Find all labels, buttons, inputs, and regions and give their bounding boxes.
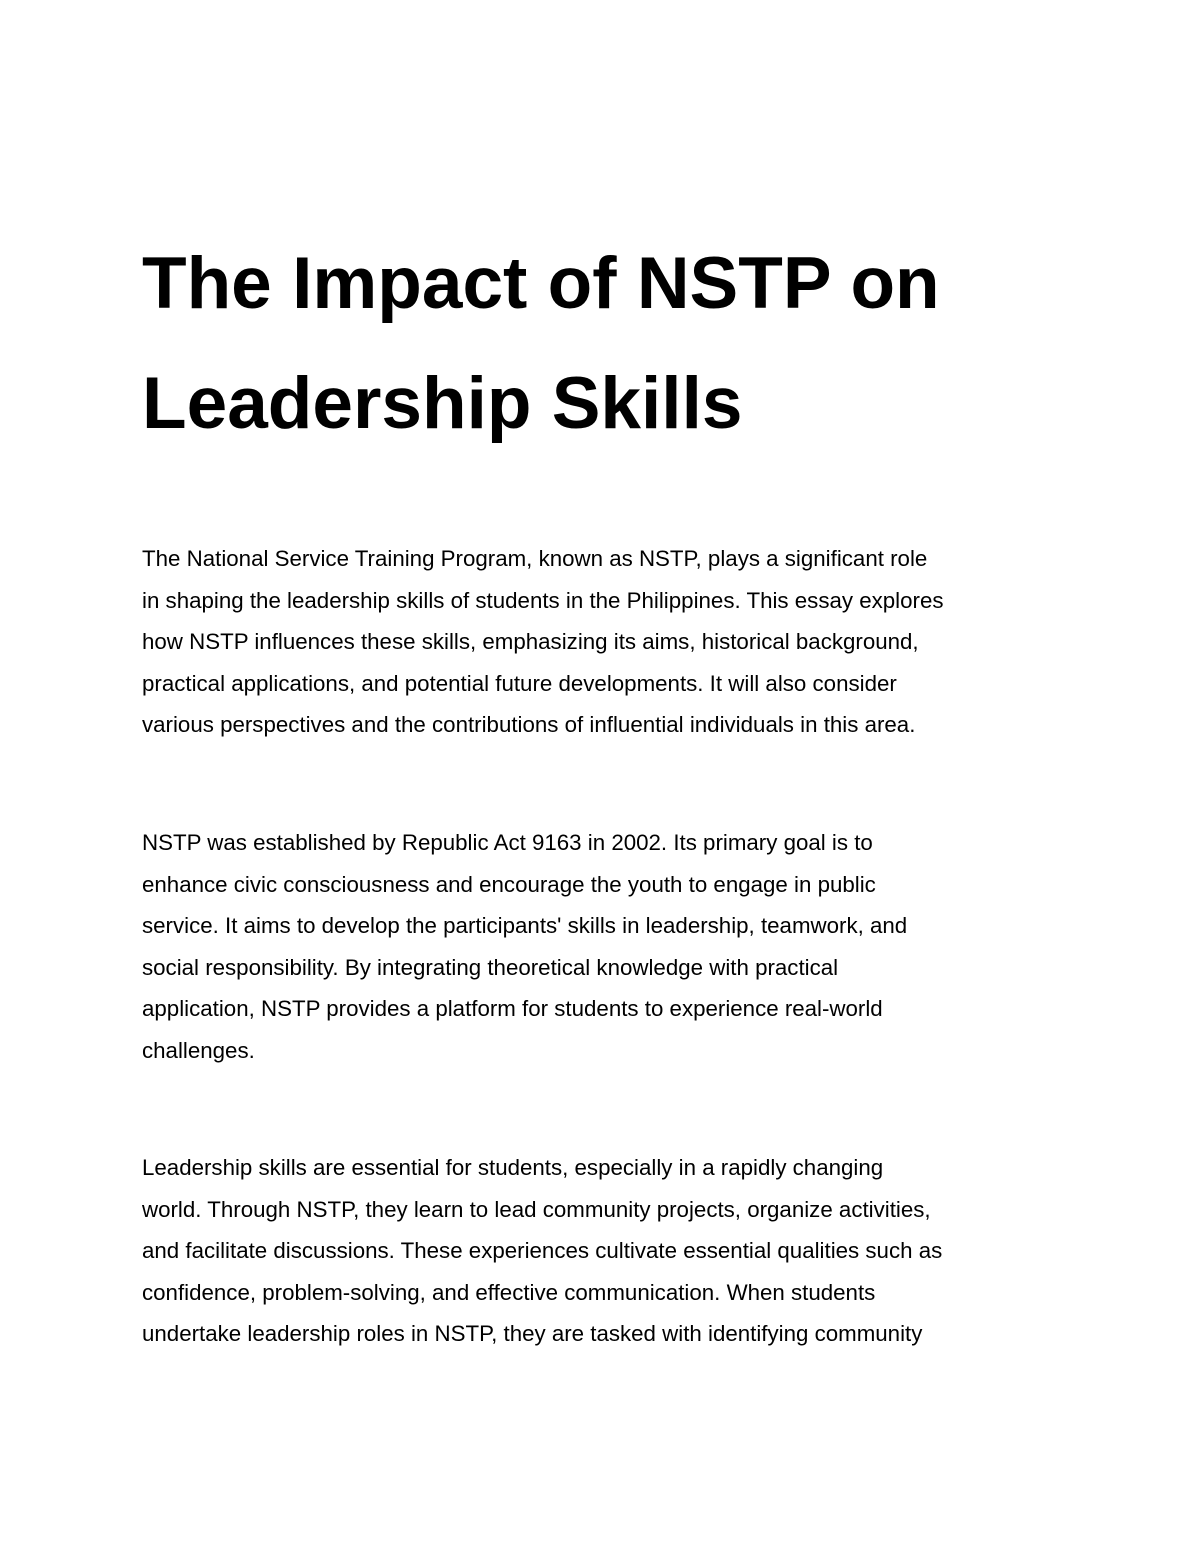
- title-line: The Impact of NSTP on: [142, 243, 940, 324]
- text-line: challenges.: [142, 1037, 255, 1063]
- text-line: undertake leadership roles in NSTP, they are tasked with identifying community: [142, 1321, 923, 1347]
- text-line: enhance civic consciousness and encourage the youth to engage in public: [142, 871, 876, 897]
- text-line: Leadership skills are essential for students, especially in a rapidly changing: [142, 1155, 884, 1180]
- title-line: Leadership Skills: [142, 363, 743, 444]
- text-line: application, NSTP provides a platform for students to experience real-world: [142, 996, 883, 1022]
- text-line: social responsibility. By integrating theoretical knowledge with practical: [142, 954, 839, 980]
- text-line: The National Service Training Program, known as NSTP, plays a significant role: [142, 546, 928, 571]
- text-line: world. Through NSTP, they learn to lead community projects, organize activities,: [142, 1196, 931, 1222]
- text-line: practical applications, and potential future developments. It will also consider: [142, 670, 897, 696]
- text-line: NSTP was established by Republic Act 9163 in 2002. Its primary goal is to: [142, 830, 873, 855]
- text-line: in shaping the leadership skills of students in the Philippines. This essay explores: [142, 587, 944, 613]
- text-line: service. It aims to develop the participants' skills in leadership, teamwork, and: [142, 913, 908, 939]
- text-line: and facilitate discussions. These experiences cultivate essential qualities such as: [142, 1238, 943, 1264]
- text-line: various perspectives and the contributions of influential individuals in this area.: [142, 712, 916, 738]
- document-title: [142, 224, 1082, 464]
- text-line: how NSTP influences these skills, emphasizing its aims, historical background,: [142, 629, 919, 655]
- text-line: confidence, problem-solving, and effective communication. When students: [142, 1279, 876, 1305]
- paragraph-background: [142, 822, 1077, 1072]
- paragraph-introduction: [142, 538, 1077, 746]
- paragraph-leadership: [142, 1147, 1077, 1355]
